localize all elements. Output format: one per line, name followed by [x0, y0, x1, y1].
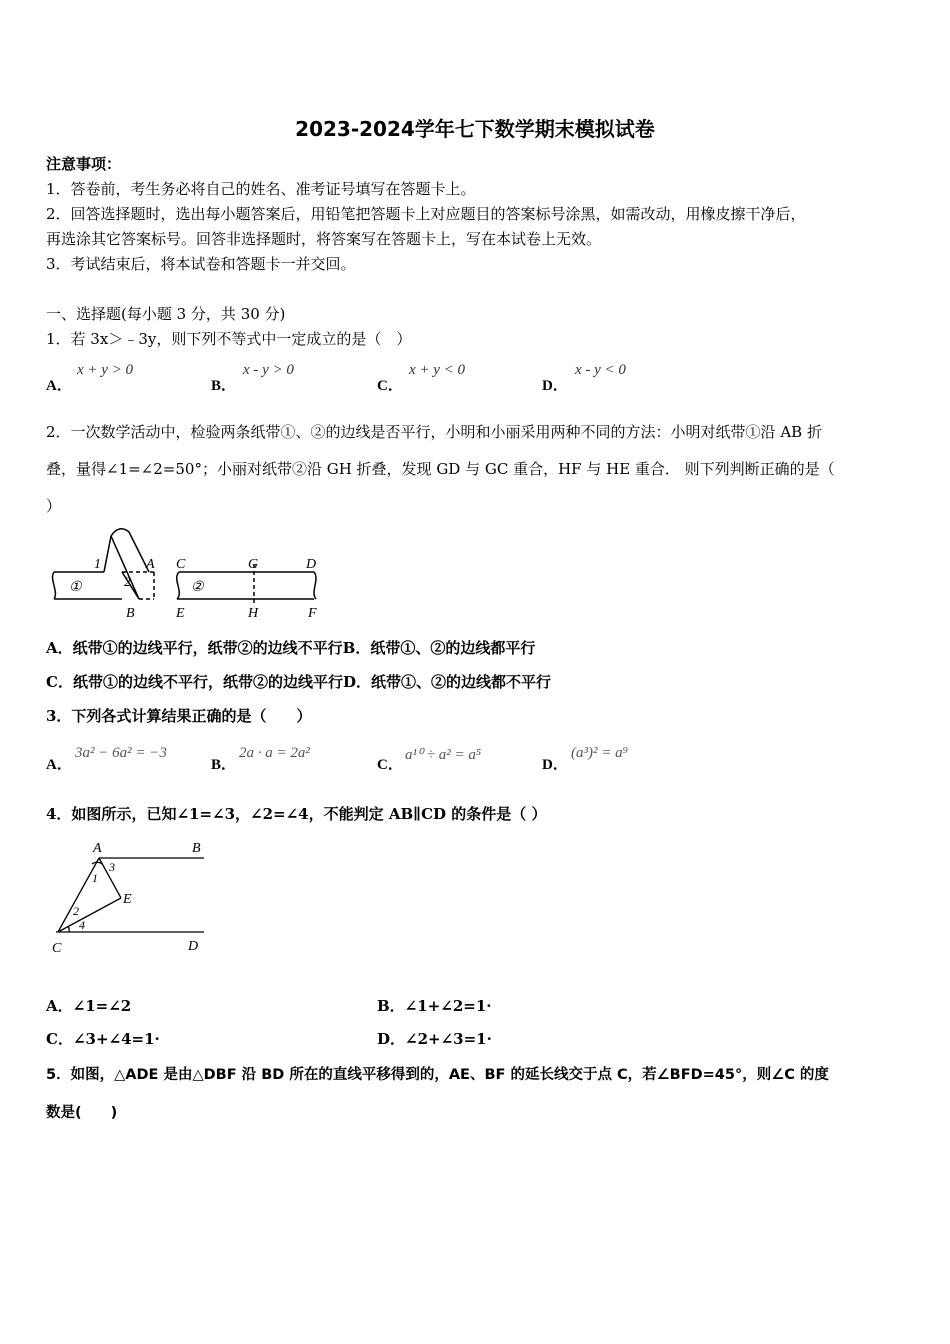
q1-option-b-letter: B．	[211, 378, 237, 394]
question-5-stem: 数是( )	[46, 1105, 118, 1121]
q4-option-c: C．∠3+∠4=1·	[46, 1030, 160, 1048]
q3-option-b: 2a · a = 2a²	[239, 745, 310, 761]
notice-item: 1．答卷前，考生务必将自己的姓名、准考证号填写在答题卡上。	[46, 180, 476, 198]
label-B: B	[192, 841, 201, 856]
label-C: C	[52, 941, 62, 956]
question-5-stem: 5．如图，△ADE 是由△DBF 沿 BD 所在的直线平移得到的，AE、BF 的延长线交于点 C，若∠BFD=45°，则∠C 的度	[46, 1067, 829, 1083]
notice-heading: 注意事项：	[46, 155, 122, 173]
label-strip-1: ①	[69, 580, 82, 595]
label-A: A	[146, 557, 155, 572]
label-D: D	[188, 939, 199, 954]
question-2-stem: ）	[46, 497, 62, 515]
question-4-stem: 4．如图所示，已知∠1=∠3，∠2=∠4，不能判定 AB∥CD 的条件是（ ）	[46, 805, 547, 823]
label-angle-2: 2	[124, 574, 131, 589]
q3-option-c: a¹⁰ ÷ a² = a⁵	[405, 747, 482, 763]
label-angle-3: 3	[109, 860, 115, 874]
q3-option-d: (a³)² = a⁹	[571, 745, 628, 761]
q1-option-d-letter: D．	[542, 378, 568, 394]
label-A: A	[93, 841, 102, 856]
question-3-stem: 3．下列各式计算结果正确的是（ ）	[46, 707, 312, 725]
question-2-stem: 2．一次数学活动中，检验两条纸带①、②的边线是否平行，小明和小丽采用两种不同的方法：小明对纸带①沿 AB 折	[46, 423, 822, 441]
notice-item: 再选涂其它答案标号。回答非选择题时，将答案写在答题卡上，写在本试卷上无效。	[46, 230, 602, 248]
label-angle-4: 4	[79, 918, 85, 932]
q3-option-b-letter: B．	[211, 757, 237, 773]
label-D: D	[306, 557, 317, 572]
question-1-stem: 1．若 3x＞﹣3y，则下列不等式中一定成立的是（ ）	[46, 330, 412, 348]
section-heading: 一、选择题(每小题 3 分，共 30 分)	[46, 305, 286, 323]
notice-item: 2．回答选择题时，选出每小题答案后，用铅笔把答题卡上对应题目的答案标号涂黑，如需改动，用橡皮擦干净后，	[46, 205, 806, 223]
paper-strips-figure	[44, 524, 334, 624]
q3-option-d-letter: D．	[542, 757, 568, 773]
label-E: E	[176, 606, 185, 621]
label-angle-1: 1	[94, 557, 101, 572]
label-strip-2: ②	[191, 580, 204, 595]
q4-option-d: D．∠2+∠3=1·	[377, 1030, 492, 1048]
label-E: E	[123, 892, 132, 907]
q4-option-a: A．∠1=∠2	[46, 997, 132, 1015]
q1-option-a-letter: A．	[46, 378, 72, 394]
label-angle-1: 1	[92, 871, 98, 885]
label-C: C	[176, 557, 186, 572]
notice-item: 3．考试结束后，将本试卷和答题卡一并交回。	[46, 255, 356, 273]
page-title: 2023-2024学年七下数学期末模拟试卷	[295, 117, 655, 141]
q1-option-d: x - y < 0	[575, 362, 626, 378]
strip-1	[53, 529, 154, 599]
label-G: G	[248, 557, 259, 572]
q3-option-a: 3a² − 6a² = −3	[75, 745, 167, 761]
q1-option-a: x + y > 0	[77, 362, 134, 378]
label-B: B	[126, 606, 135, 621]
label-F: F	[308, 606, 317, 621]
parallel-lines-figure	[44, 834, 224, 960]
q3-option-c-letter: C．	[377, 757, 403, 773]
q1-option-c-letter: C．	[377, 378, 403, 394]
label-angle-2: 2	[73, 904, 79, 918]
q3-option-a-letter: A．	[46, 757, 72, 773]
q1-option-c: x + y < 0	[409, 362, 466, 378]
question-2-stem: 叠，量得∠1=∠2=50°；小丽对纸带②沿 GH 折叠，发现 GD 与 GC 重合，HF 与 HE 重合． 则下列判断正确的是（	[46, 460, 835, 478]
q4-option-b: B．∠1+∠2=1·	[377, 997, 492, 1015]
label-H: H	[248, 606, 259, 621]
q1-option-b: x - y > 0	[243, 362, 294, 378]
q2-options-line: A．纸带①的边线平行，纸带②的边线不平行B．纸带①、②的边线都平行	[46, 639, 536, 657]
q2-options-line: C．纸带①的边线不平行，纸带②的边线平行D．纸带①、②的边线都不平行	[46, 673, 551, 691]
